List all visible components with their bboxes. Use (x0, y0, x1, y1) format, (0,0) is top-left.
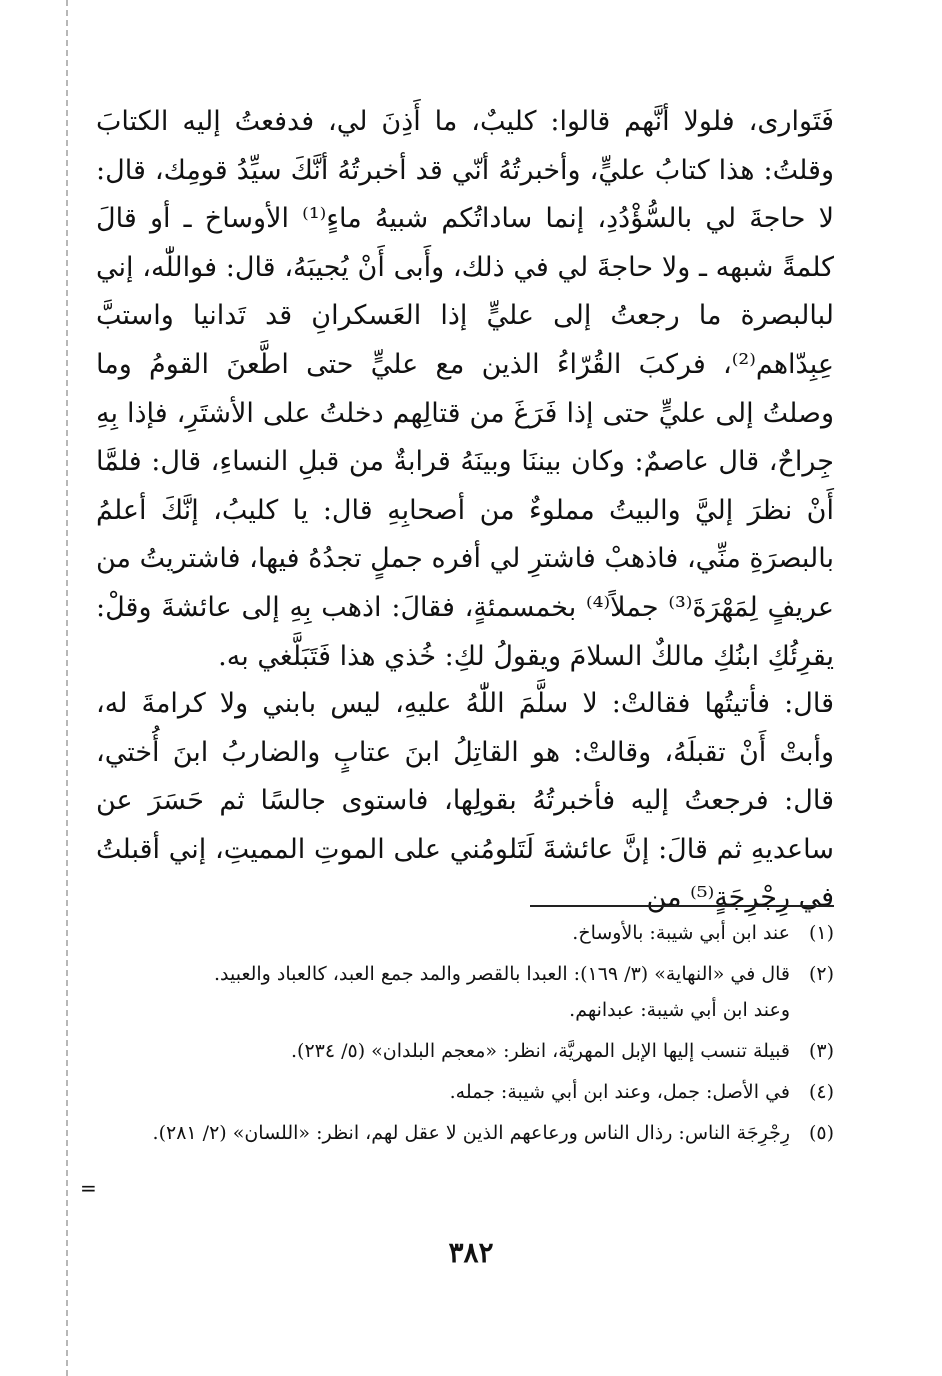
footnote-3 (92, 1033, 834, 1069)
margin-dashed-line (66, 0, 68, 1376)
footnote-text: رِجْرِجَة الناس: رذال الناس ورعاعهم الذين لا عقل لهم، انظر: «اللسان» (٢/ ٢٨١). (152, 1122, 790, 1144)
footnotes-list (92, 915, 834, 1156)
footnote-continuation: وعند ابن أبي شيبة: عبدانهم. (569, 999, 790, 1021)
footnote-text: قبيلة تنسب إليها الإبل المهريَّة، انظر: «معجم البلدان» (٥/ ٢٣٤). (290, 1040, 790, 1062)
footnote-2 (92, 956, 834, 1028)
continuation-mark: = (80, 1176, 97, 1200)
main-paragraph-2: قال: فأتيتُها فقالتْ: لا سلَّمَ اللّٰهُ عليهِ، ليس بابني ولا كرامةَ له، وأبتْ أَنْ تقبلَهُ، وقالتْ: هو القاتِلُ ابنَ عتابٍ والضاربُ ابنَ أُختي، قال: فرجعتُ إليه فأخبرتُهُ بقولِها، فاستوى جالسًا ثم حَسَرَ عن ساعديهِ ثم قالَ: إنَّ عائشةَ لَتَلومُني على الموتِ المميتِ، إني أقبلتُ في رِجْرِجَةٍ⁽⁵⁾ من (96, 688, 834, 914)
footnote-number: (٥) (808, 1122, 834, 1144)
main-paragraph-1: فَتَوارى، فلولا أنَّهم قالوا: كليبٌ، ما أَذِنَ لي، فدفعتُ إليه الكتابَ وقلتُ: هذا كتابُ عليٍّ، وأخبرتُهُ أنّي قد أخبرتُهُ أنَّكَ سيِّدُ قومِك، قال: لا حاجةَ لي بالسُّؤْدُدِ، إنما ساداتُكم شبيهُ ماءٍ⁽¹⁾ الأوساخ ـ أو قالَ كلمةً شبهه ـ ولا حاجةَ لي في ذلك، وأَبى أَنْ يُجيبَهُ، قال: فواللّٰه، إني لبالبصرة ما رجعتُ إلى عليٍّ إذا العَسكرانِ قد تَدانيا واستبَّ عِبِدّاهم⁽²⁾، فركبَ القُرّاءُ الذين مع عليٍّ حتى اطَّعنَ القومُ وما وصلتُ إلى عليٍّ حتى إذا فَرَغَ من قتالِهم دخلتُ على الأشتَرِ، فإذا بِهِ جِراحٌ، قال عاصمٌ: وكان بيننَا وبينَهُ قرابةٌ من قبلِ النساءِ، قال: فلمَّا أَنْ نظرَ إليَّ والبيتُ مملوءٌ من أصحابِهِ قال: يا كليبُ، إنَّكَ أعلمُ بالبصرَةِ منِّي، فاذهبْ فاشترِ لي أفره جملٍ تجدُهُ فيها، فاشتريتُ من عريفٍ لِمَهْرَةَ⁽³⁾ جملاً⁽⁴⁾ بخمسمئةٍ، فقالَ: اذهب بِهِ إلى عائشةَ وقلْ: يقرِئُكِ ابنُكِ مالكٌ السلامَ ويقولُ لكِ: خُذي هذا فَتَبَلَّغي به. (96, 106, 834, 672)
footnote-number: (١) (808, 922, 834, 944)
page-number: ٣٨٢ (448, 1236, 494, 1269)
footnote-text: قال في «النهاية» (٣/ ١٦٩): العبدا بالقصر والمد جمع العبد، كالعباد والعبيد. (213, 963, 790, 985)
footnote-text: في الأصل: جمل، وعند ابن أبي شيبة: جمله. (449, 1081, 790, 1103)
footnote-number: (٣) (808, 1040, 834, 1062)
footnote-number: (٤) (808, 1081, 834, 1103)
footnote-5 (92, 1115, 834, 1151)
footnote-1 (92, 915, 834, 951)
footnote-separator (530, 905, 834, 907)
footnote-4 (92, 1074, 834, 1110)
footnote-number: (٢) (808, 963, 834, 985)
footnote-text: عند ابن أبي شيبة: بالأوساخ. (572, 922, 790, 944)
